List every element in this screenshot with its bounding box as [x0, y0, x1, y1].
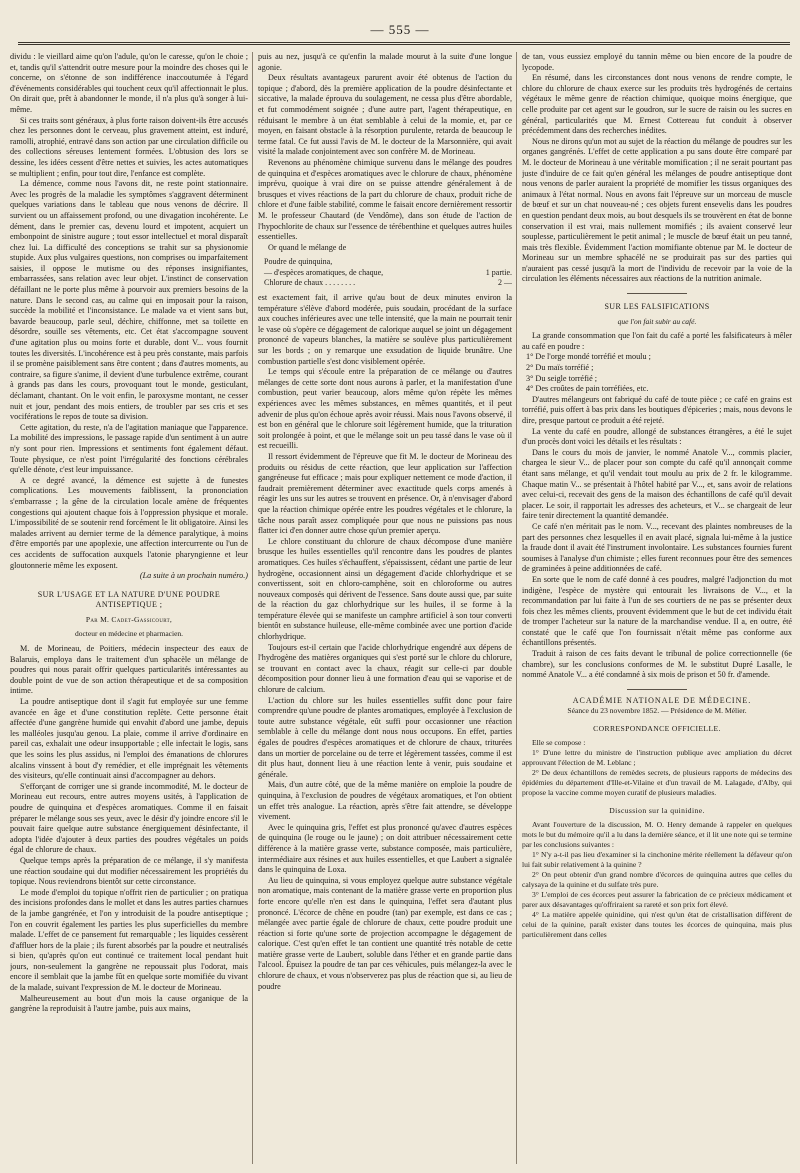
paragraph: de tan, vous eussiez employé du tannin même ou bien encore de la poudre de lycopode. [522, 52, 792, 72]
column-3 [522, 52, 792, 1164]
continued-note: (La suite à un prochain numéro.) [139, 571, 248, 581]
paragraph: Elle se compose : [532, 738, 586, 748]
article-title: SUR L'USAGE ET LA NATURE D'UNE POUDRE ANTISEPTIQUE ; [37, 589, 221, 610]
paragraph: Malheureusement au bout d'un mois la cause organique de la gangrène la reproduisit à l'autre jambe, puis aux mains, [10, 993, 248, 1014]
paragraph: 2° De deux échantillons de remèdes secrets, de plusieurs rapports de médecins des épidémies du département d'Ille-et-Vilaine et d'un travail de M. Lalagade, d'Alby, qui propose la vaccine comme moyen curatif de plusieurs maladies. [522, 768, 792, 798]
article-author: Par M. Cadet-Gassicourt, [85, 614, 173, 624]
adulterant-list [522, 352, 792, 394]
correspondence-title: CORRESPONDANCE OFFICIELLE. [593, 724, 721, 734]
column-divider [516, 52, 517, 1164]
paragraph: 3° L'emploi de ces écorces peut assurer la fabrication de ce précieux médicament et parer aux désavantages qu'offriraient sa rareté et son prix fort élevé. [522, 890, 792, 910]
paragraph: Traduit à raison de ces faits devant le tribunal de police correctionnelle (6e chambre), sur les conclusions conformes de M. le substitut Dupré Lasalle, le nommé Anatole V... a été condamné à six mois de prison et 50 fr. d'amende. [522, 649, 792, 680]
paragraph: est exactement fait, il arrive qu'au bout de deux minutes environ la température s'élève d'abord modérée, puis soudain, procédant de la surface aux couches inférieures avec une telle intensité, que la main ne pourrait tenir le vase où s'opère ce dégagement de calorique auquel se joint un dégagement prononcé de vapeurs blanches, la matière se soulève plus particulièrement sur les bords ; on y remarque une exsudation de liquide brunâtre. Une combustion partielle s'est donc visiblement opérée. [258, 293, 512, 366]
paragraph: La grande consommation que l'on fait du café a porté les falsificateurs à mêler au café en poudre : [522, 331, 792, 351]
paragraph: Au lieu de quinquina, si vous employez quelque autre substance végétale non aromatique, mais contenant de la matière grasse verte en proportion plus forte encore qu'elle n'en est dans le quinquina, l'effet sera d'autant plus prononcé. L'écorce de chêne en poudre (tan) par exemple, est dans ce cas ; mélangée avec partie égale de chlorure de chaux, cette poudre produit une réaction si forte qu'une sorte de projection accompagne le dégagement de calorique. C'est qu'en effet le tan contient une quantité très notable de cette matière grasse verte de Laubert, soluble dans l'éther et en grande partie dans l'alcool. Épuisez la poudre de tan par ces véhicules, puis mélangez-la avec le chlorure de chaux, et vous n'observerez pas plus de réaction que si, au lieu de poudre [258, 875, 512, 991]
paragraph: Le chlore constituant du chlorure de chaux décompose d'une manière brusque les huiles essentielles qu'il rencontre dans les poudres de plantes aromatiques. Ces huiles s'échauffent, s'épaississent, cédant une partie de leur hydrogène, occasionnent ainsi un dégagement d'acide chlorhydrique et se convertissent, soit en chloro-camphène, soit en chloroforme ou autres nouveaux composés qui dérivent de l'essence. Sans doute aussi que, par suite de la réaction du gaz chlorhydrique sur les huiles, il se forme à la température élevée qui se manifeste un camphre artificiel à son tour converti bientôt en substance huileuse, elle-même combinée avec une portion d'acide chlorhydrique. [258, 536, 512, 642]
paragraph: Dans le cours du mois de janvier, le nommé Anatole V..., commis placier, chargea le sieur V... de placer pour son compte du café qu'il annonçait comme étant sans mélange, et qu'il vendait tout moulu au prix de 2 fr. le kilogramme. Chaque matin V... se présentait à l'hôtel habité par V..., et, sans avoir de relations avec celui-ci, recevait des gens de la maison des échantillons de café qu'il devait placer. Le soir, il rapportait les adresses des acheteurs, et V... se chargeait de leur faire tenir directement la quantité demandée. [522, 447, 792, 521]
paragraph: A ce degré avancé, la démence est sujette à de funestes complications. Les mouvements faiblissent, la prononciation s'embarrasse ; la gêne de la circulation locale amène de fréquentes congestions qui ajoutent chaque fois à l'oppression physique et morale. L'impossibilité de se soutenir rend forcément le lit obligatoire. Ainsi les malades arrivent au dernier terme de la démence paralytique, à moins d'être emportés par une apoplexie, une affection intercurrente ou l'un de ces accidents de suffocation auxquels l'atonie pharyngienne et leur gloutonnerie même les exposent. [10, 475, 248, 570]
paragraph: M. de Morineau, de Poitiers, médecin inspecteur des eaux de Balaruis, employa dans le traitement d'un sphacèle un mélange de poudres qui nous parait offrir quelques particularités intéressantes au double point de vue de son action thérapeutique et de sa composition intime. [10, 644, 248, 696]
section-title: SUR LES FALSIFICATIONS [604, 302, 710, 312]
recipe-ingredient: — d'espèces aromatiques, de chaque, [264, 267, 384, 277]
paragraph: En sorte que le nom de café donné à ces poudres, malgré l'adjonction du mot indigène, l'espèce de mystère qui entourait les livraisons de V..., et la recommandation par lui faite à l'un de ses courtiers de ne pas se présenter deux fois chez les mêmes clients, prouvent évidemment que le but de cet individu était de tromper l'acheteur sur la nature de la marchandise vendue. Il a, en outre, été constaté que le café que l'on fournissait n'était même pas conforme aux échantillons présentés. [522, 574, 792, 648]
column-divider [252, 52, 253, 1164]
paragraph: puis au nez, jusqu'à ce qu'enfin la malade mourut à la suite d'une longue agonie. [258, 52, 512, 72]
paragraph: Il ressort évidemment de l'épreuve que fit M. le docteur de Morineau des produits ou résidus de cette réaction, que leur application sur l'affection gangréneuse fut efficace ; mais pour expliquer nettement ce mode d'action, il faudrait premièrement déterminer avec exactitude quels corps amenés à réagir les uns sur les autres se trouvent en présence. Or, à n'envisager d'abord que la réaction chimique opérée entre les poudres végétales et le chlorure, la tâche nous paraît assez compliquée pour que nous ne puissions pas nous flatter ici d'en donner autre chose qu'un premier aperçu. [258, 451, 512, 536]
paragraph: 1° N'y a-t-il pas lieu d'examiner si la cinchonine mérite réellement la défaveur qu'on lui fait subir relativement à la quinine ? [522, 850, 792, 870]
paragraph: D'autres mélangeurs ont fabriqué du café de toute pièce ; ce café en grains est torréfié, puis offert à bas prix dans les boutiques d'épiceries ; mais, nous devons le dire, presque partout ce produit a été rejeté. [522, 394, 792, 425]
paragraph: Cette agitation, du reste, n'a de l'agitation maniaque que l'apparence. La mobilité des impressions, le passage rapide d'un sentiment à un autre n'y sont pour rien. Impressions et sentiments font également défaut. Toute physique, ce n'est point l'irrégularité des fonctions cérébrales qu'elle dénote, c'est leur impuissance. [10, 422, 248, 475]
recipe-row [258, 257, 512, 268]
academy-title: ACADÉMIE NATIONALE DE MÉDECINE. [572, 695, 752, 705]
recipe-table [258, 257, 512, 289]
paragraph: S'efforçant de corriger une si grande incommodité, M. le docteur de Morineau eut recours, entre autres moyens usités, à l'application de poudre de quinquina et d'espèces aromatiques. Comme il en faisait préparer le mélange sous ses yeux, avec le désir d'y joindre encore s'il le pouvait faire quelque autre substance énergiquement désinfectante, il adopta l'idée d'ajouter à deux parties des poudres végétales un poids égal de chlorure de chaux. [10, 781, 248, 855]
paragraph: Toujours est-il certain que l'acide chlorhydrique engendré aux dépens de l'hydrogène des matières organiques qui s'est porté sur le chlore du chlorure, se trouvant en contact avec la chaux, réagit sur celle-ci par double décomposition pour donner lieu à une formation d'eau qui se vaporise et de chlorure de calcium. [258, 642, 512, 695]
section-separator [522, 293, 792, 294]
paragraph: Deux résultats avantageux parurent avoir été obtenus de l'action du topique ; d'abord, dès la première application de la poudre désinfectante et siccative, la malade éprouva du soulagement, ne cessa plus d'être abordable, et fut commodément soignée ; d'une autre part, l'agent thérapeutique, en réduisant le membre à un état semblable à celui de la momie, et, par ce moyen, en faisant obstacle à la résorption purulente, retarda de beaucoup le terme fatal. Ce fut aussi l'avis de M. le docteur de la Marsonnière, qui avait visité la malade conjointement avec son confrère M. de Morineau. [258, 73, 512, 157]
header-rule [18, 42, 790, 45]
list-item: 2° Du maïs torréfié ; [526, 363, 594, 373]
recipe-row [258, 268, 512, 279]
list-item: 4° Des croûtes de pain torréfiées, etc. [526, 384, 649, 394]
paragraph: Si ces traits sont généraux, à plus forte raison doivent-ils être accusés chez les personnes dont le cerveau, plus gravement atteint, est induré, ramolli, atrophié, entravé dans son action par une circulation difficile ou des collections séreuses lentement formées. L'obtusion des lors se dessine, les idées cessent d'être nettes et suivies, les actes automatiques se multiplient ; enfin, pour tout dire, l'enfance est complète. [10, 115, 248, 178]
paragraph: Quelque temps après la préparation de ce mélange, il s'y manifesta une réaction soudaine qui dut modifier nécessairement les propriétés du topique. Nous reviendrons bientôt sur cette circonstance. [10, 855, 248, 887]
recipe-ingredient: Poudre de quinquina, [264, 257, 333, 267]
list-item: 1° De l'orge mondé torréfié et moulu ; [526, 352, 651, 362]
paragraph: Avant l'ouverture de la discussion, M. O. Henry demande à rappeler en quelques mots le but du mémoire qu'il a lu dans la dernière séance, et il lit une note qui se termine par les conclusions suivantes : [522, 820, 792, 850]
paragraph: 1° D'une lettre du ministre de l'instruction publique avec ampliation du décret approuvant l'élection de M. Leblanc ; [522, 748, 792, 768]
paragraph: Avec le quinquina gris, l'effet est plus prononcé qu'avec d'autres espèces de quinquina (le rouge ou le jaune) ; on doit attribuer nécessairement cette différence à la matière grasse verte, substance composée, mais particulière, intermédiaire aux résines et aux huiles essentielles, et que Laubert a signalée dans le quinquina de Loxa. [258, 822, 512, 875]
article-author-subtitle: docteur en médecine et pharmacien. [74, 629, 184, 639]
paragraph: Or quand le mélange de [268, 242, 347, 252]
paragraph: L'action du chlore sur les huiles essentielles suffit donc pour faire comprendre qu'une poudre de plantes aromatiques, employée à l'exclusion de toute autre substance végétale, eût suffi pour occasionner une réaction semblable à celle du mélange dont nous nous occupons. En effet, parties égales de poudres d'espèces aromatiques et de chlorure de chaux, triturées dans un mortier de porcelaine ou de terre et légèrement tassées, comme il est dit plus haut, donnent lieu à une réaction lente à venir, puis soudaine et générale. [258, 695, 512, 779]
paragraph: Le mode d'emploi du topique n'offrit rien de particulier ; on pratiqua des incisions profondes dans le mollet et dans les autres parties charnues de la jambe gangrénée, et l'on y introduisit de la poudre antiseptique ; l'on en couvrit également les parties les plus superficielles du membre malade. L'effet de ce pansement fut remarquable ; les liquides cessèrent d'affluer hors de la plaie ; ils furent absorbés par la poudre et neutralisés si bien, qu'après qu'on eut continué ce traitement local pendant huit jours, non-seulement la gangrène ne repoussait plus l'odorat, mais encore il semblait que la jambe fût en quelque sorte momifiée du vivant de la malade, suivant l'expression de M. le docteur de Morineau. [10, 887, 248, 993]
paragraph: dividu : le vieillard aime qu'on l'adule, qu'on le caresse, qu'on le choie ; et, tandis qu'il s'attendrit outre mesure pour la moindre des choses qui le concerne, on s'étonne de son indifférence inaccoutumée à l'égard d'événements considérables qui touchent ceux qu'il affectionnait le plus. On dirait que, prêt à abandonner le monde, il n'a plus qu'à songer à lui-même. [10, 52, 248, 114]
paragraph: La poudre antiseptique dont il s'agit fut employée sur une femme avancée en âge et d'une constitution replète. Cette personne était affectée d'une gangrène humide qui envahit d'abord une jambe, depuis les malléoles jusqu'au genou. La plaie, comme il arrive d'ordinaire en pareil cas, exhalait une odeur insupportable ; elle infectait le logis, sans que les soins les plus assidus, ni l'emploi des émanations de chlorures alcalins vinssent à bout d'y remédier, et elle imprégnait les vêtements des visiteurs, qu'elle continuait ainsi d'accompagner au dehors. [10, 697, 248, 781]
paragraph: Revenons au phénomène chimique survenu dans le mélange des poudres de quinquina et d'espèces aromatiques avec le chlorure de chaux, phénomène imprévu, quoique à vrai dire on se puisse attendre généralement à de brusques et vives réactions de la part du chlorure de chaux, produit riche de chlore et d'une faible stabilité, comme le faisait encore dernièrement ressortir M. le professeur Chautard (de Vendôme), dans son étude de l'action de l'hypochlorite de chaux sur l'essence de térébenthine et quelques autres huiles essentielles. [258, 157, 512, 242]
paragraph: Mais, d'un autre côté, que de la même manière on emploie la poudre de quinquina, à l'exclusion de poudres de végétaux aromatiques, et l'on obtient un effet très analogue. La réaction, après s'être fait attendre, se développe vivement. [258, 780, 512, 822]
column-2 [258, 52, 512, 1164]
discussion-title: Discussion sur la quinidine. [609, 806, 705, 816]
paragraph: 4° La matière appelée quinidine, qui n'est qu'un état de cristallisation différent de celui de la quinine, paraît exister dans toutes les écorces de quinquina, mais plus particulièrement dans celles [522, 910, 792, 940]
paragraph: 2° On peut obtenir d'un grand nombre d'écorces de quinquina autres que celles du calysaya de la quinine et du sulfate très pure. [522, 870, 792, 890]
section-separator [522, 689, 792, 690]
paragraph: Nous ne dirons qu'un mot au sujet de la réaction du mélange de poudres sur les organes gangrénés. L'effet de cette application a pu sans doute être comparé par M. le docteur de Morineau à une véritable momification ; il ne serait pourtant pas juste d'induire de ce fait qu'en général les mélanges de poudre antiseptique dont nous venons de parler auraient la propriété de momifier les tissus organiques des animaux à l'état normal. Nous en avons fait l'épreuve sur un morceau de muscle de bœuf et sur un chat nouveau-né ; ces objets furent ensevelis dans les poudres en question pendant deux mois, au bout desquels ils se trouvèrent en état de bonne conservation il est vrai, mais nullement momifiés ; ils avaient conservé leur souplesse, particulièrement le petit animal ; le muscle de bœuf était un peu tanné, mais très flexible. Évidemment l'action momifiante obtenue par M. le docteur de Morineau sur un membre sphacélé ne se produirait pas sur des parties qui n'auraient pas cessé jusqu'à la mort de l'individu de recevoir par la voie de la circulation les éléments nécessaires aux réactions de la nutrition animale. [522, 136, 792, 284]
correspondence-block [522, 738, 792, 798]
page-number: — 555 — [370, 22, 430, 37]
discussion-block [522, 820, 792, 940]
recipe-row [258, 278, 512, 289]
section-subtitle: que l'on fait subir au café. [617, 316, 697, 326]
recipe-quantity: 2 — [498, 278, 512, 288]
list-item: 3° Du seigle torréfié ; [526, 373, 598, 383]
recipe-ingredient: Chlorure de chaux . . . . . . . . [264, 278, 356, 288]
paragraph: Ce café n'en méritait pas le nom. V..., recevant des plaintes nombreuses de la part des personnes chez lesquelles il en avait placé, signala lui-même à la justice la fraude dont il avait été l'instrument involontaire. Les substances fournies furent soumises à l'analyse d'un chimiste ; elles furent reconnues pour être des semences de graminées à peine additionnées de café. [522, 521, 792, 574]
paragraph: Le temps qui s'écoule entre la préparation de ce mélange ou d'autres mélanges de cette sorte dont nous aurons à parler, et la manifestation d'une combustion, peut varier beaucoup, alors même qu'on répète les mêmes expériences avec les mêmes substances, en mêmes quantités, et il peut advenir de plus qu'on échoue après avoir réussi. Mais nous l'avons observé, il est bon en général que le chlorure soit légèrement humide, que la trituration soit prolongée à point, et que le mélange soit un peu tassé dans le vase où il est recueilli. [258, 367, 512, 451]
paragraph: En résumé, dans les circonstances dont nous venons de rendre compte, le chlore du chlorure de chaux exerce sur les produits très hydrogénés de certains végétaux le même genre de réaction chimique, quoique moins énergique, que celle produite par cet agent sur le goudron, sur le sucre de raisin ou les sucres en général, particularités que M. Ernest Cottereau fut conduit à observer précédemment dans des recherches inédites. [522, 73, 792, 136]
column-1 [10, 52, 248, 1164]
paragraph: La vente du café en poudre, allongé de substances étrangères, a été le sujet d'un procès dont voici les détails et les résultats : [522, 426, 792, 447]
paragraph: La démence, comme nous l'avons dit, ne reste point stationnaire. Avec les progrès de la maladie les symptômes s'aggravent déterminent quelques variations dans le tableau que nous venons de décrire. Il survient ou un affaissement profond, ou une divagation incohérente. Le dément, dans le premier cas, devenu lourd et impotent, acquiert un embonpoint de sinistre augure ; tout essor intellectuel et moral disparaît chez lui. La difficulté des conceptions se trahit sur sa physionomie stupide. Aux plus vulgaires questions, non comprises ou imparfaitement saisies, il oppose le mutisme ou des réponses insignifiantes, embarrassées, sans relation avec leur objet. L'instinct de conservation défaillant ne le porte plus même à pourvoir aux premiers besoins de la nature. Dans le second cas, au calme qui en imposait pour la raison, succède la mobilité et l'inconsistance. Le malade va et vient sans but, bavarde beaucoup, parle seul, déchire, chiffonne, met sa toilette en désordre, souille ses vêtements, etc. Cet état s'accompagne souvent d'une agitation plus ou moins forte et durable, dont V... vous fournit toutes les diversités. L'incohérence est à peu près constante, mais parfois il se promène paisiblement sans être content ; dans d'autres moments, au contraire, sa figure s'anime, il devient d'une turbulence extrême, courant à grands pas dans les cours, provoquant tout le monde, gesticulant, déclamant, chantant. On le voit enfin, le paroxysme montant, ne cesser nuit et jour, pendant des mois entiers, de troubler par ses cris et ses vociférations le repos de toute sa division. [10, 179, 248, 422]
session-line: Séance du 23 novembre 1852. — Présidence de M. Mélier. [567, 706, 747, 716]
recipe-quantity: 1 partie. [485, 267, 512, 277]
